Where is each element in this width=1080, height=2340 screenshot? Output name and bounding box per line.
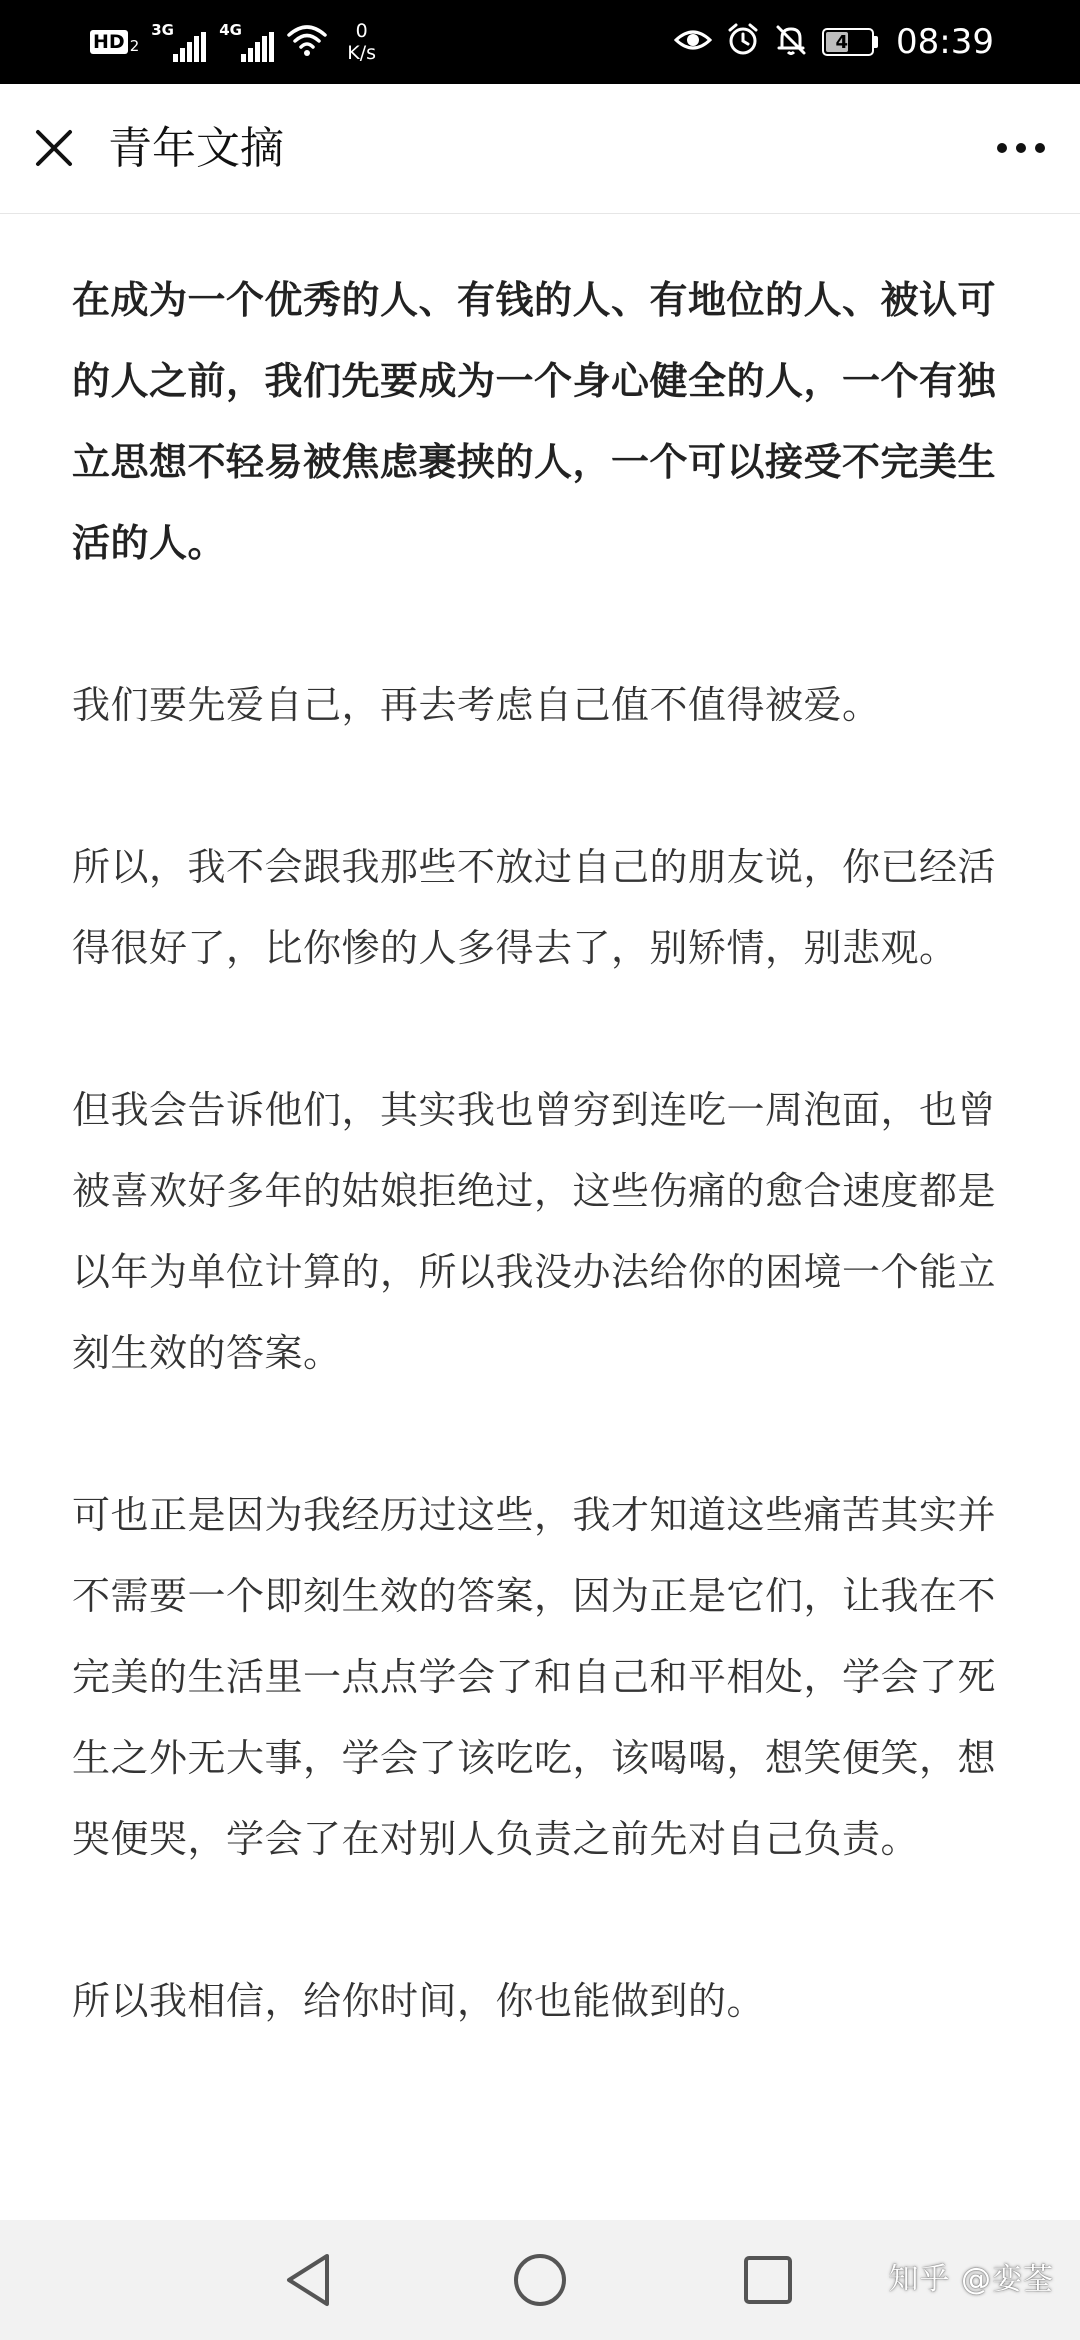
close-button[interactable] [24, 118, 84, 178]
article-paragraph-lead: 在成为一个优秀的人、有钱的人、有地位的人、被认可的人之前，我们先要成为一个身心健全的人，一个有独立思想不轻易被焦虑裹挟的人，一个可以接受不完美生活的人。 [72, 278, 997, 565]
status-bar [0, 0, 1080, 84]
signal-3g-label: 3G [151, 21, 174, 39]
battery-tip [874, 36, 878, 48]
back-button[interactable] [270, 2242, 346, 2318]
wifi-icon [287, 23, 327, 61]
more-button[interactable] [986, 118, 1056, 178]
article-paragraph: 但我会告诉他们，其实我也曾穷到连吃一周泡面，也曾被喜欢好多年的姑娘拒绝过，这些伤痛的愈合速度都是以年为单位计算的，所以我没办法给你的困境一个能立刻生效的答案。 [72, 1088, 997, 1375]
status-right [674, 0, 994, 84]
page-title: 青年文摘 [108, 123, 284, 174]
article-paragraph: 所以我相信，给你时间，你也能做到的。 [72, 1979, 766, 2023]
title-bar [0, 84, 1080, 214]
hd-voice-icon [90, 30, 139, 54]
recents-button[interactable] [730, 2242, 806, 2318]
article-paragraph: 可也正是因为我经历过这些，我才知道这些痛苦其实并不需要一个即刻生效的答案，因为正是它们，让我在不完美的生活里一点点学会了和自己和平相处，学会了死生之外无大事，学会了该吃吃，该喝喝，想笑便笑，想哭便哭，学会了在对别人负责之前先对自己负责。 [72, 1493, 997, 1861]
alarm-clock-icon [726, 23, 760, 61]
bell-muted-icon [774, 23, 808, 61]
network-speed-value: 0 [355, 20, 368, 42]
home-button[interactable] [502, 2242, 578, 2318]
article-paragraph: 我们要先爱自己，再去考虑自己值不值得被爱。 [72, 683, 881, 727]
hd-sub-label: 2 [129, 37, 140, 55]
back-triangle-icon [283, 2252, 333, 2308]
article-content [72, 214, 1022, 2210]
home-circle-icon [512, 2252, 568, 2308]
signal-4g-icon [219, 22, 275, 62]
close-icon [34, 128, 74, 168]
eye-icon [674, 26, 712, 58]
battery-level: 49 [835, 31, 861, 53]
hd-label: HD [90, 30, 128, 54]
more-icon [996, 142, 1046, 154]
signal-4g-label: 4G [219, 21, 242, 39]
watermark-text: 知乎 @娈荃 [888, 2262, 1054, 2297]
battery-icon [822, 28, 874, 56]
recents-square-icon [742, 2254, 794, 2306]
network-speed [347, 20, 376, 64]
navigation-bar [0, 2220, 1080, 2340]
network-speed-unit: K/s [347, 42, 376, 64]
status-time: 08:39 [896, 22, 994, 62]
status-left [90, 0, 376, 84]
article-paragraph: 所以，我不会跟我那些不放过自己的朋友说，你已经活得很好了，比你惨的人多得去了，别矫情，别悲观。 [72, 845, 997, 970]
signal-3g-icon [151, 22, 207, 62]
